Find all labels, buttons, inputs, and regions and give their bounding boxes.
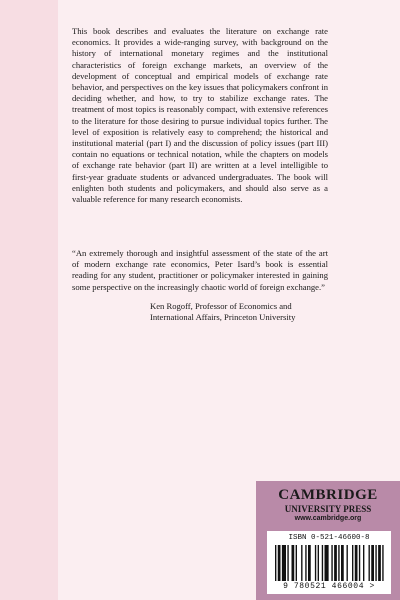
barcode-bar — [296, 545, 297, 581]
barcode-bar — [301, 545, 302, 581]
barcode-bar — [287, 545, 288, 581]
publisher-url: www.cambridge.org — [294, 515, 362, 522]
barcode-bar — [371, 545, 374, 581]
barcode-bar — [382, 545, 383, 581]
barcode-bar — [334, 545, 337, 581]
publisher-name: CAMBRIDGE — [278, 487, 378, 503]
barcode-bar — [325, 545, 329, 581]
quote-attribution — [150, 301, 330, 323]
barcode-bar — [282, 545, 286, 581]
barcode-bar — [318, 545, 319, 581]
book-description: This book describes and evaluates the literature on exchange rate economics. It provides a wide-ranging survey, with background on the history of international monetary regimes and the institutional characteristics of foreign exchange markets, an overview of the development of conceptual and empirical models of exchange rate behavior, and perspectives on the key issues that policymakers confront in deciding whether, and how, to try to stabilize exchange rates. The treatment of most topics is reasonably compact, with extensive references to the literature for those desiring to pursue individual topics further. The level of exposition is relatively easy to comprehend; the historical and institutional material (part I) and the discussion of policy issues (part III) contain no equations or technical notation, while the chapters on models of exchange rate behavior (part II) are written at a level intelligible to first-year graduate students or advanced undergraduates. The book will enlighten both students and policymakers, and should also serve as a valuable reference for many research economists. — [72, 26, 328, 205]
barcode-bar — [347, 545, 348, 581]
barcode-bar — [352, 545, 353, 581]
barcode-bar — [363, 545, 364, 581]
barcode-bar — [322, 545, 323, 581]
isbn-label: ISBN 0-521-46600-8 — [288, 534, 370, 542]
barcode-bar — [369, 545, 370, 581]
attribution-line-2: International Affairs, Princeton University — [150, 312, 296, 322]
barcode-bar — [278, 545, 281, 581]
barcode-bar — [305, 545, 306, 581]
barcode-bar — [292, 545, 295, 581]
attribution-line-1: Ken Rogoff, Professor of Economics and — [150, 301, 292, 311]
barcode-bar — [355, 545, 358, 581]
barcode-bar — [331, 545, 332, 581]
barcode-bar — [308, 545, 311, 581]
barcode-bar — [338, 545, 339, 581]
barcode-bar — [359, 545, 360, 581]
barcode-bar — [275, 545, 276, 581]
barcode-bar — [341, 545, 344, 581]
publisher-subtitle: UNIVERSITY PRESS — [284, 504, 372, 514]
barcode-icon — [275, 545, 385, 581]
barcode-digits: 9 780521 466004 > — [283, 582, 375, 591]
review-quote: “An extremely thorough and insightful assessment of the state of the art of modern exchange rate economics, Peter Isard’s book is essential reading for any student, practitioner or policymaker interested in gaining some perspective on the increasingly chaotic world of foreign exchange.” — [72, 248, 328, 292]
barcode-bar — [375, 545, 376, 581]
barcode-card — [267, 531, 391, 594]
barcode-bar — [378, 545, 381, 581]
barcode-bar — [315, 545, 316, 581]
